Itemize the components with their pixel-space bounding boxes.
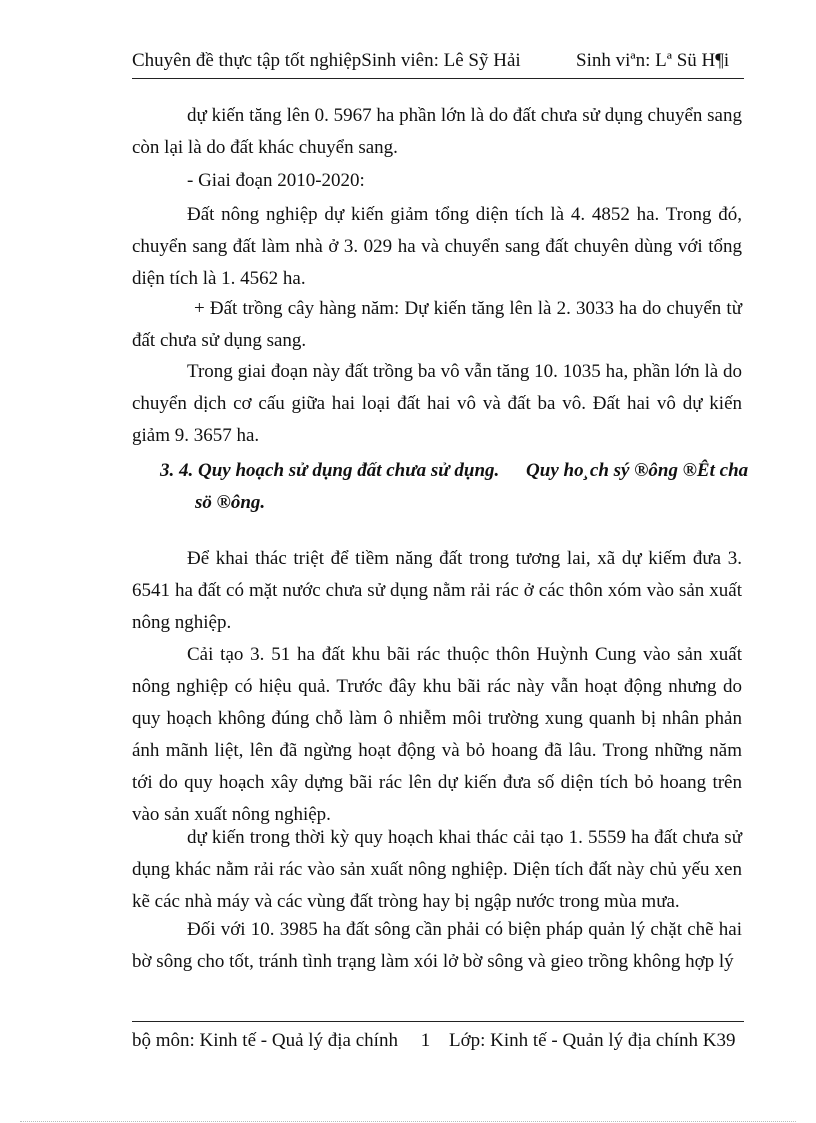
header-right: Sinh viªn: Lª Sü H¶i	[576, 50, 730, 71]
page-footer	[132, 1027, 744, 1054]
page-number: 1	[420, 1030, 431, 1051]
header-left: Chuyên đề thực tập tốt nghiệpSinh viên: Lê Sỹ Hải	[132, 50, 521, 71]
header-divider	[132, 78, 744, 79]
paragraph-7: dự kiến trong thời kỳ quy hoạch khai thác cải tạo 1. 5559 ha đất chưa sử dụng khác nằm rải rác vào sản xuất nông nghiệp. Diện tích đất này chủ yếu xen kẽ các nhà máy và các vùng đất tròng hay bị ngập nước trong mùa mưa.	[132, 827, 742, 912]
paragraph-2: Đất nông nghiệp dự kiến giảm tổng diện tích là 4. 4852 ha. Trong đó, chuyển sang đất làm nhà ở 3. 029 ha và chuyển sang đất chuyên dùng với tổng diện tích là 1. 4562 ha.	[132, 204, 742, 289]
footer-right: Lớp: Kinh tế - Quản lý địa chính K39	[448, 1030, 736, 1051]
paragraph-1-text: dự kiến tăng lên 0. 5967 ha phần lớn là do đất chưa sử dụng chuyển sang còn lại là do đất khác chuyển sang.	[132, 105, 742, 158]
paragraph-8: Đối với 10. 3985 ha đất sông cần phải có biện pháp quản lý chặt chẽ hai bờ sông cho tốt, tránh tình trạng làm xói lở bờ sông và gieo trồng không hợp lý	[132, 919, 742, 972]
paragraph-4: Trong giai đoạn này đất trồng ba vô vẫn tăng 10. 1035 ha, phần lớn là do chuyển dịch cơ cấu giữa hai loại đất hai vô và đất ba vô. Đất hai vô dự kiến giảm 9. 3657 ha.	[132, 361, 742, 446]
heading-garbled: Quy ho¸ch sý ®ông ®Êt cha	[526, 460, 749, 481]
page-bottom-edge	[20, 1121, 796, 1122]
paragraph-6: Cải tạo 3. 51 ha đất khu bãi rác thuộc thôn Huỳnh Cung vào sản xuất nông nghiệp có hiệu quả. Trước đây khu bãi rác này vẫn hoạt động nhưng do quy hoạch không đúng chỗ làm ô nhiễm môi trường xung quanh bị nhân phản ánh mãnh liệt, lên đã ngừng hoạt động và bỏ hoang đã lâu. Trong những năm tới do quy hoạch xây dựng bãi rác lên dự kiến đưa số diện tích bỏ hoang trên vào sản xuất nông nghiệp.	[132, 644, 742, 825]
heading-continuation: sö ®ông.	[195, 492, 266, 513]
page-header	[132, 48, 744, 78]
paragraph-1	[132, 100, 742, 164]
section-heading	[160, 455, 750, 519]
footer-divider	[132, 1021, 744, 1022]
footer-left: bộ môn: Kinh tế - Quả lý địa chính	[132, 1030, 398, 1051]
paragraph-5: Để khai thác triệt để tiềm năng đất trong tương lai, xã dự kiếm đưa 3. 6541 ha đất có mặt nước chưa sử dụng nằm rải rác ở các thôn xóm vào sản xuất nông nghiệp.	[132, 548, 742, 633]
paragraph-3: + Đất trồng cây hàng năm: Dự kiến tăng lên là 2. 3033 ha do chuyển từ đất chưa sử dụng sang.	[132, 298, 742, 351]
heading-main: 3. 4. Quy hoạch sử dụng đất chưa sử dụng.	[160, 460, 500, 481]
paragraph-period: - Giai đoạn 2010-2020:	[187, 170, 365, 191]
